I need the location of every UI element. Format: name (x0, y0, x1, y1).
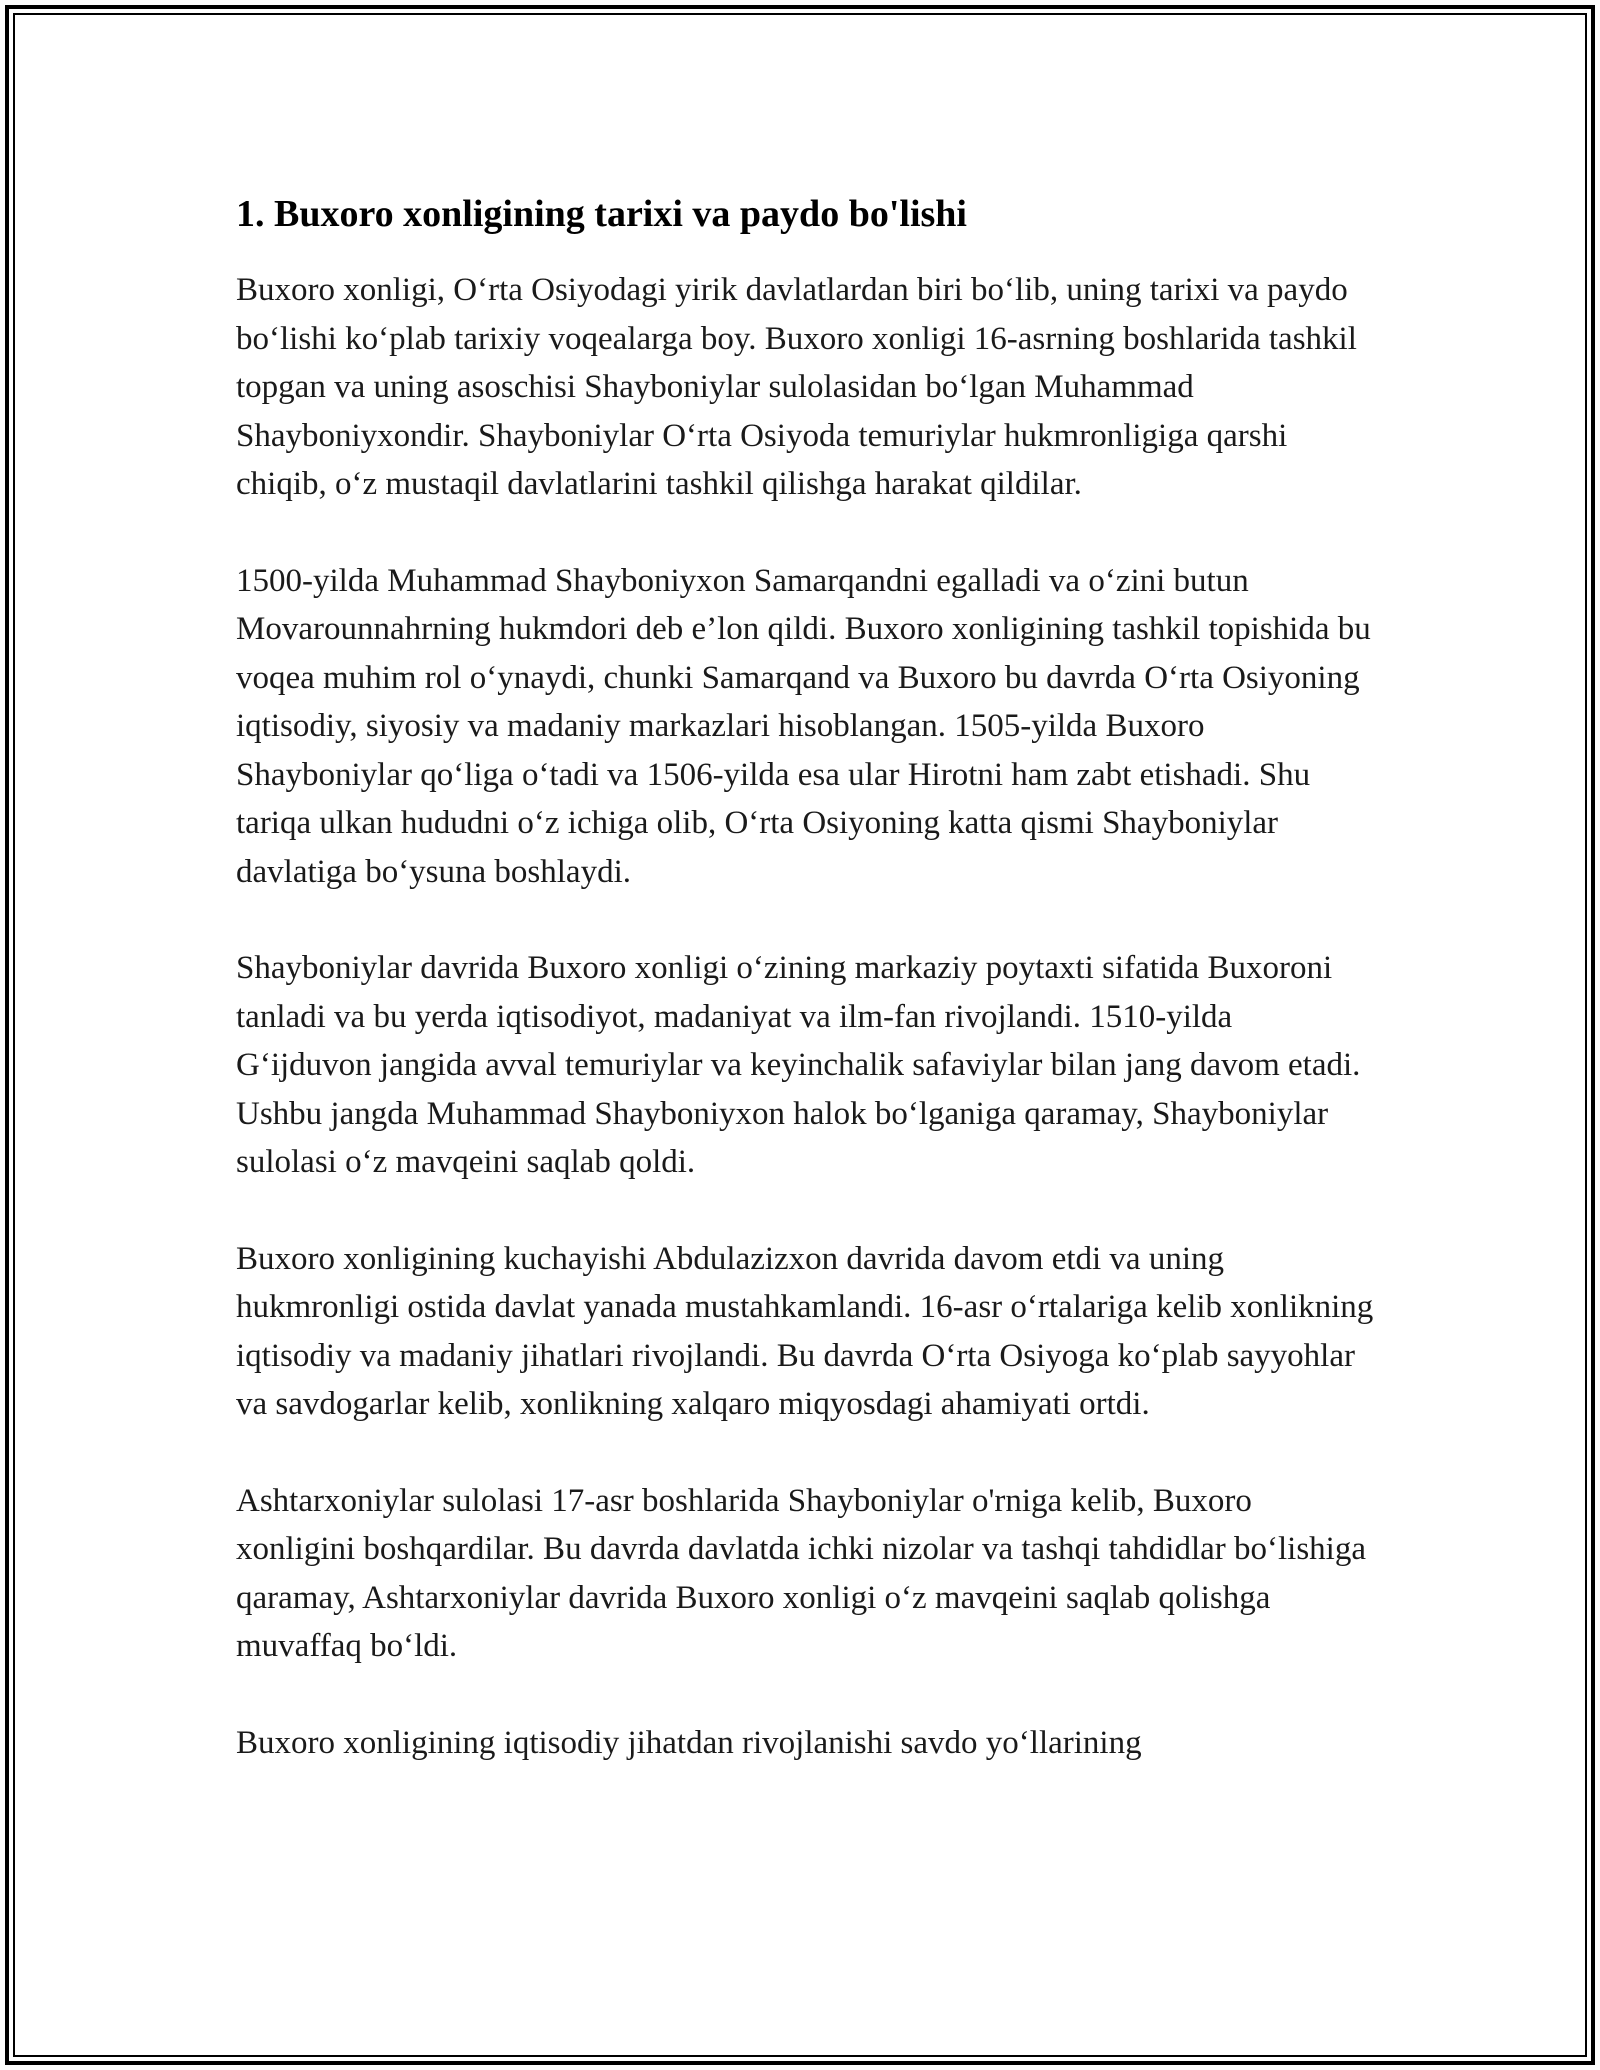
paragraph-3: Shayboniylar davrida Buxoro xonligi o‘zining markaziy poytaxti sifatida Buxoroni tanladi va bu yerda iqtisodiyot, madaniyat va ilm-fan rivojlandi. 1510-yilda G‘ijduvon jangida avval temuriylar va keyinchalik safaviylar bilan jang davom etadi. Ushbu jangda Muhammad Shayboniyxon halok bo‘lganiga qaramay, Shayboniylar sulolasi o‘z mavqeini saqlab qoldi. (236, 950, 1361, 1180)
document-body (236, 186, 1376, 1815)
paragraph-6: Buxoro xonligining iqtisodiy jihatdan rivojlanishi savdo yo‘llarining (236, 1724, 1142, 1761)
paragraph-2: 1500-yilda Muhammad Shayboniyxon Samarqandni egalladi va o‘zini butun Movarounnahrning hukmdori deb e’lon qildi. Buxoro xonligining tashkil topishida bu voqea muhim rol o‘ynaydi, chunki Samarqand va Buxoro bu davrda O‘rta Osiyoning iqtisodiy, siyosiy va madaniy markazlari hisoblangan. 1505-yilda Buxoro Shayboniylar qo‘liga o‘tadi va 1506-yilda esa ular Hirotni ham zabt etishadi. Shu tariqa ulkan hududni o‘z ichiga olib, O‘rta Osiyoning katta qismi Shayboniylar davlatiga bo‘ysuna boshlaydi. (236, 562, 1371, 890)
paragraph-5: Ashtarxoniylar sulolasi 17-asr boshlarida Shayboniylar o'rniga kelib, Buxoro xonligini boshqardilar. Bu davrda davlatda ichki nizolar va tashqi tahdidlar bo‘lishiga qaramay, Ashtarxoniylar davrida Buxoro xonligi o‘z mavqeini saqlab qolishga muvaffaq bo‘ldi. (236, 1482, 1366, 1664)
section-heading: 1. Buxoro xonligining tarixi va paydo bo'lishi (236, 193, 967, 235)
paragraph-4: Buxoro xonligining kuchayishi Abdulazizxon davrida davom etdi va uning hukmronligi ostida davlat yanada mustahkamlandi. 16-asr o‘rtalariga kelib xonlikning iqtisodiy va madaniy jihatlari rivojlandi. Bu davrda O‘rta Osiyoga ko‘plab sayyohlar va savdogarlar kelib, xonlikning xalqaro miqyosdagi ahamiyati ortdi. (236, 1240, 1374, 1422)
paragraph-1: Buxoro xonligi, O‘rta Osiyodagi yirik davlatlardan biri bo‘lib, uning tarixi va paydo bo‘lishi ko‘plab tarixiy voqealarga boy. Buxoro xonligi 16-asrning boshlarida tashkil topgan va uning asoschisi Shayboniylar sulolasidan bo‘lgan Muhammad Shayboniyxondir. Shayboniylar O‘rta Osiyoda temuriylar hukmronligiga qarshi chiqib, o‘z mustaqil davlatlarini tashkil qilishga harakat qildilar. (236, 272, 1357, 502)
